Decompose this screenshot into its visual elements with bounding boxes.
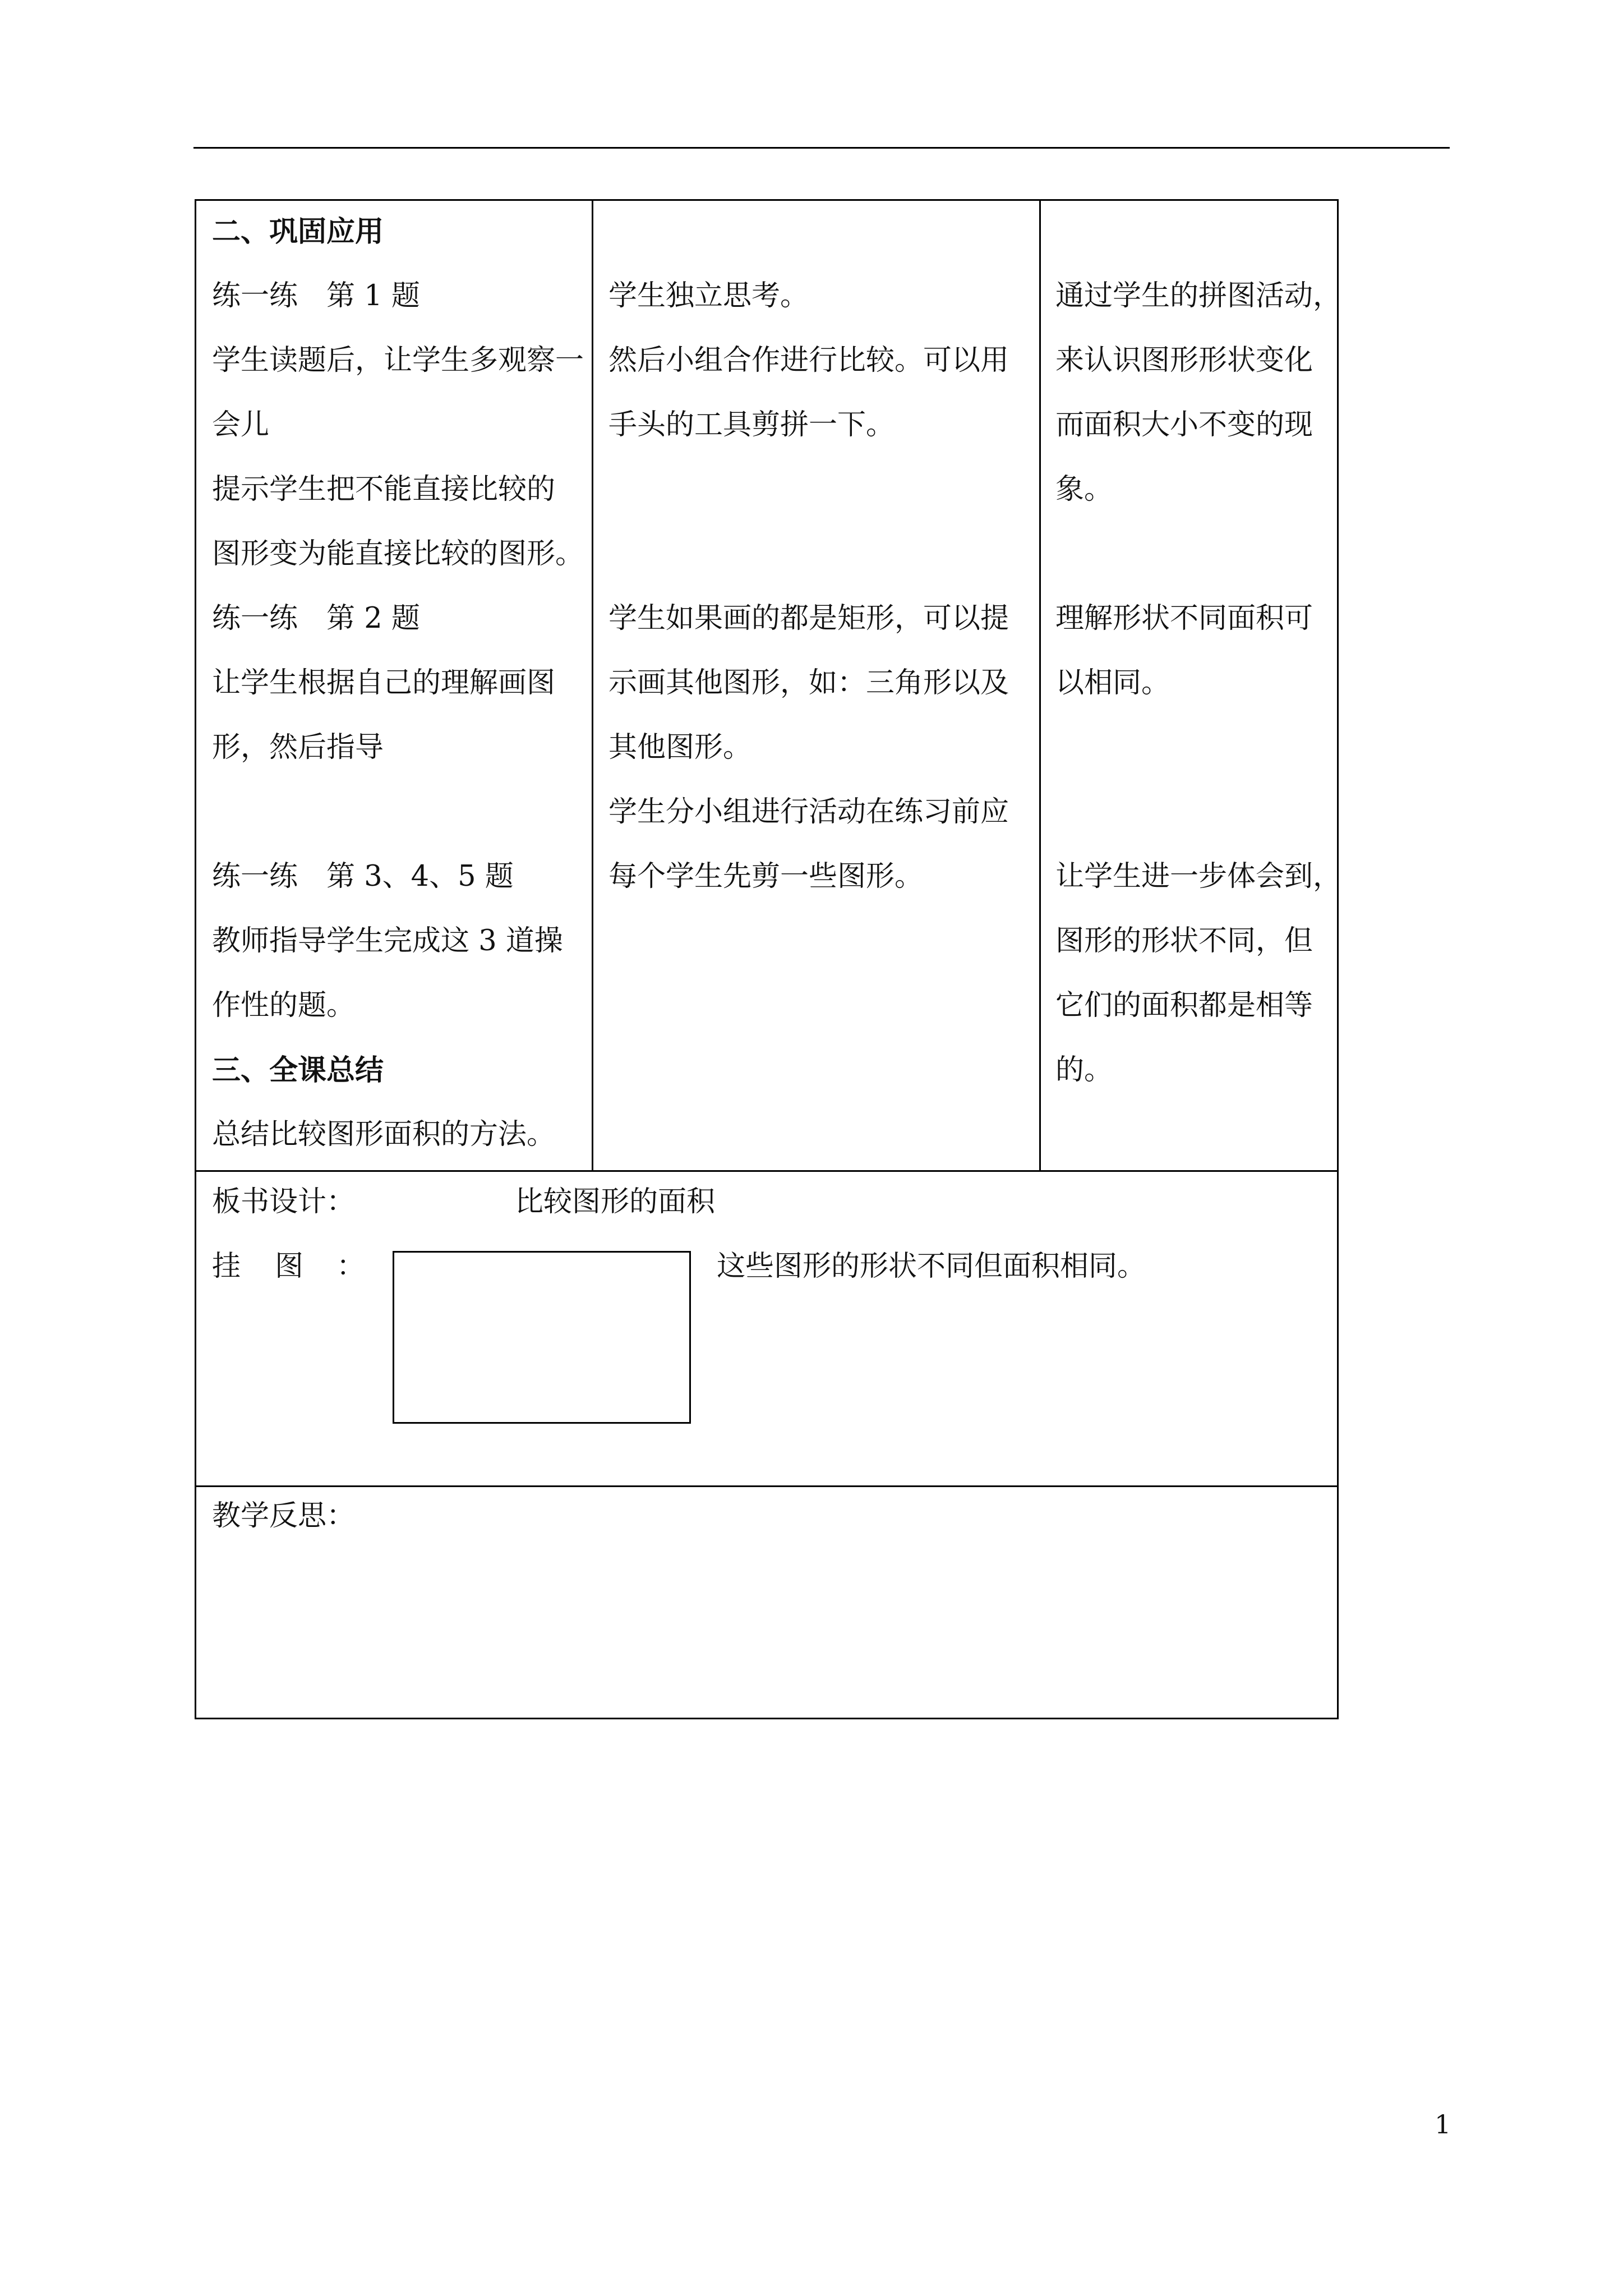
hanging-chart-label-char: 挂 <box>212 1250 241 1283</box>
exercise-3-line: 教师指导学生完成这 3 道操 <box>212 924 563 958</box>
board-design-label: 板书设计： <box>212 1185 356 1218</box>
row-divider-reflection <box>196 1485 1337 1487</box>
board-design-title: 比较图形的面积 <box>515 1185 716 1218</box>
right-text-line: 的。 <box>1055 1053 1113 1087</box>
mid-text-line: 学生如果画的都是矩形，可以提 <box>608 602 1009 635</box>
right-text-line: 象。 <box>1055 473 1113 506</box>
reflection-label: 教学反思： <box>212 1499 356 1533</box>
exercise-3-title: 练一练 第 3、4、5 题 <box>212 860 514 893</box>
column-divider-1 <box>592 201 593 1170</box>
right-text-line: 以相同。 <box>1055 666 1170 700</box>
exercise-1-title: 练一练 第 1 题 <box>212 279 420 312</box>
mid-text-line: 然后小组合作进行比较。可以用 <box>608 344 1009 377</box>
exercise-1-line: 图形变为能直接比较的图形。 <box>212 537 584 570</box>
mid-text-line: 示画其他图形，如：三角形以及 <box>608 666 1009 700</box>
mid-text-line: 每个学生先剪一些图形。 <box>608 860 924 893</box>
mid-text-line: 学生分小组进行活动在练习前应 <box>608 795 1009 829</box>
right-text-line: 让学生进一步体会到， <box>1055 860 1342 893</box>
exercise-1-line: 会儿 <box>212 408 270 441</box>
column-divider-2 <box>1039 201 1041 1170</box>
right-text-line: 图形的形状不同，但 <box>1055 924 1313 958</box>
header-rule <box>193 147 1450 149</box>
hanging-chart-colon: ： <box>336 1250 366 1283</box>
row-divider-board <box>196 1170 1337 1172</box>
right-text-line: 它们的面积都是相等 <box>1055 989 1313 1022</box>
right-text-line: 理解形状不同面积可 <box>1055 602 1313 635</box>
hanging-chart-box <box>393 1251 691 1424</box>
exercise-2-line: 形，然后指导 <box>212 731 384 764</box>
heading-consolidate: 二、巩固应用 <box>212 215 384 249</box>
exercise-2-title: 练一练 第 2 题 <box>212 602 420 635</box>
right-text-line: 通过学生的拼图活动， <box>1055 279 1342 312</box>
mid-text-line: 其他图形。 <box>608 731 752 764</box>
right-text-line: 而面积大小不变的现 <box>1055 408 1313 441</box>
heading-summary: 三、全课总结 <box>212 1053 384 1087</box>
board-note: 这些图形的形状不同但面积相同。 <box>717 1250 1146 1283</box>
summary-line: 总结比较图形面积的方法。 <box>212 1118 556 1151</box>
hanging-chart-label-char: 图 <box>275 1250 304 1283</box>
right-text-line: 来认识图形形状变化 <box>1055 344 1313 377</box>
exercise-1-line: 提示学生把不能直接比较的 <box>212 473 556 506</box>
page-number: 1 <box>1435 2109 1451 2139</box>
mid-text-line: 学生独立思考。 <box>608 279 809 312</box>
exercise-2-line: 让学生根据自己的理解画图 <box>212 666 556 700</box>
mid-text-line: 手头的工具剪拼一下。 <box>608 408 895 441</box>
exercise-3-line: 作性的题。 <box>212 989 356 1022</box>
exercise-1-line: 学生读题后，让学生多观察一 <box>212 344 584 377</box>
